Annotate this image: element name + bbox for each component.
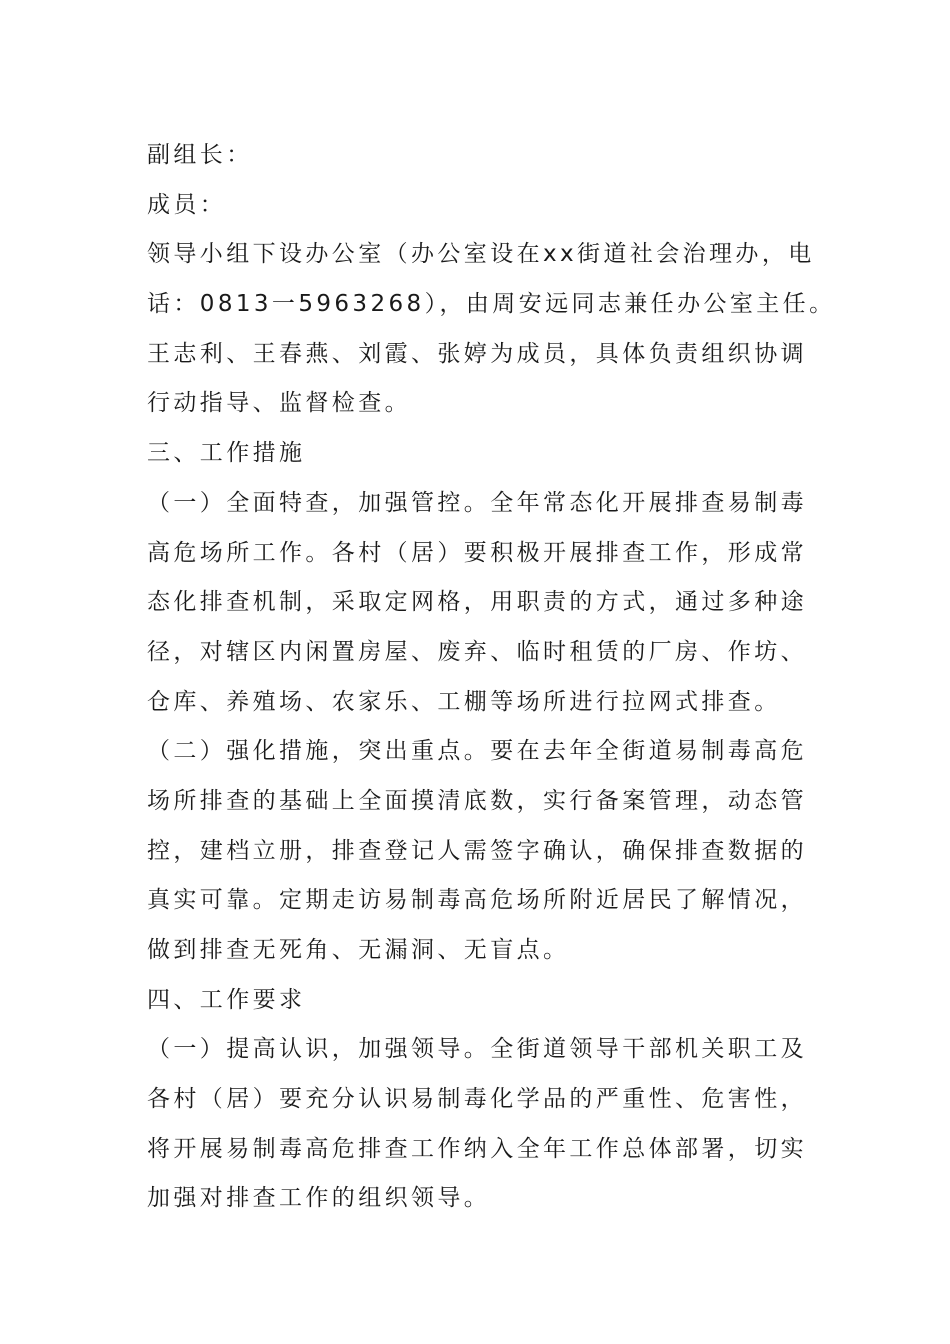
text-line: 各村（居）要充分认识易制毒化学品的严重性、危害性， (147, 1086, 807, 1113)
text-line: 将开展易制毒高危排查工作纳入全年工作总体部署，切实 (147, 1135, 807, 1162)
text-line: 真实可靠。定期走访易制毒高危场所附近居民了解情况， (147, 887, 807, 914)
text-line: 径，对辖区内闲置房屋、废弃、临时租赁的厂房、作坊、 (147, 638, 807, 665)
text-line: 做到排查无死角、无漏洞、无盲点。 (147, 937, 570, 963)
document-body (147, 131, 836, 1224)
text-line: 态化排查机制，采取定网格，用职责的方式，通过多种途 (147, 589, 807, 616)
text-line: 高危场所工作。各村（居）要积极开展排查工作，形成常 (147, 539, 807, 566)
section-heading-work-measures: 三、工作措施 (147, 440, 306, 467)
text-line: 仓库、养殖场、农家乐、工棚等场所进行拉网式排查。 (147, 688, 781, 715)
section-heading-work-requirements: 四、工作要求 (147, 986, 306, 1013)
text-line: 场所排查的基础上全面摸清底数，实行备案管理，动态管 (147, 787, 807, 814)
text-line: （一）全面特查，加强管控。全年常态化开展排查易制毒 (147, 489, 807, 516)
text-line: 话：0813一5963268），由周安远同志兼任办公室主任。 (147, 291, 836, 318)
text-line: （一）提高认识，加强领导。全街道领导干部机关职工及 (147, 1036, 807, 1063)
text-line-members: 成员： (147, 191, 227, 218)
text-line-deputy-leader: 副组长： (147, 142, 253, 168)
text-line: （二）强化措施，突出重点。要在去年全街道易制毒高危 (147, 738, 807, 765)
text-line: 领导小组下设办公室（办公室设在xx街道社会治理办，电 (147, 241, 815, 268)
text-line: 控，建档立册，排查登记人需签字确认，确保排查数据的 (147, 837, 807, 864)
text-line: 加强对排查工作的组织领导。 (147, 1185, 491, 1212)
text-line: 行动指导、监督检查。 (147, 390, 411, 417)
text-line: 王志利、王春燕、刘霞、张婷为成员，具体负责组织协调 (147, 340, 807, 367)
